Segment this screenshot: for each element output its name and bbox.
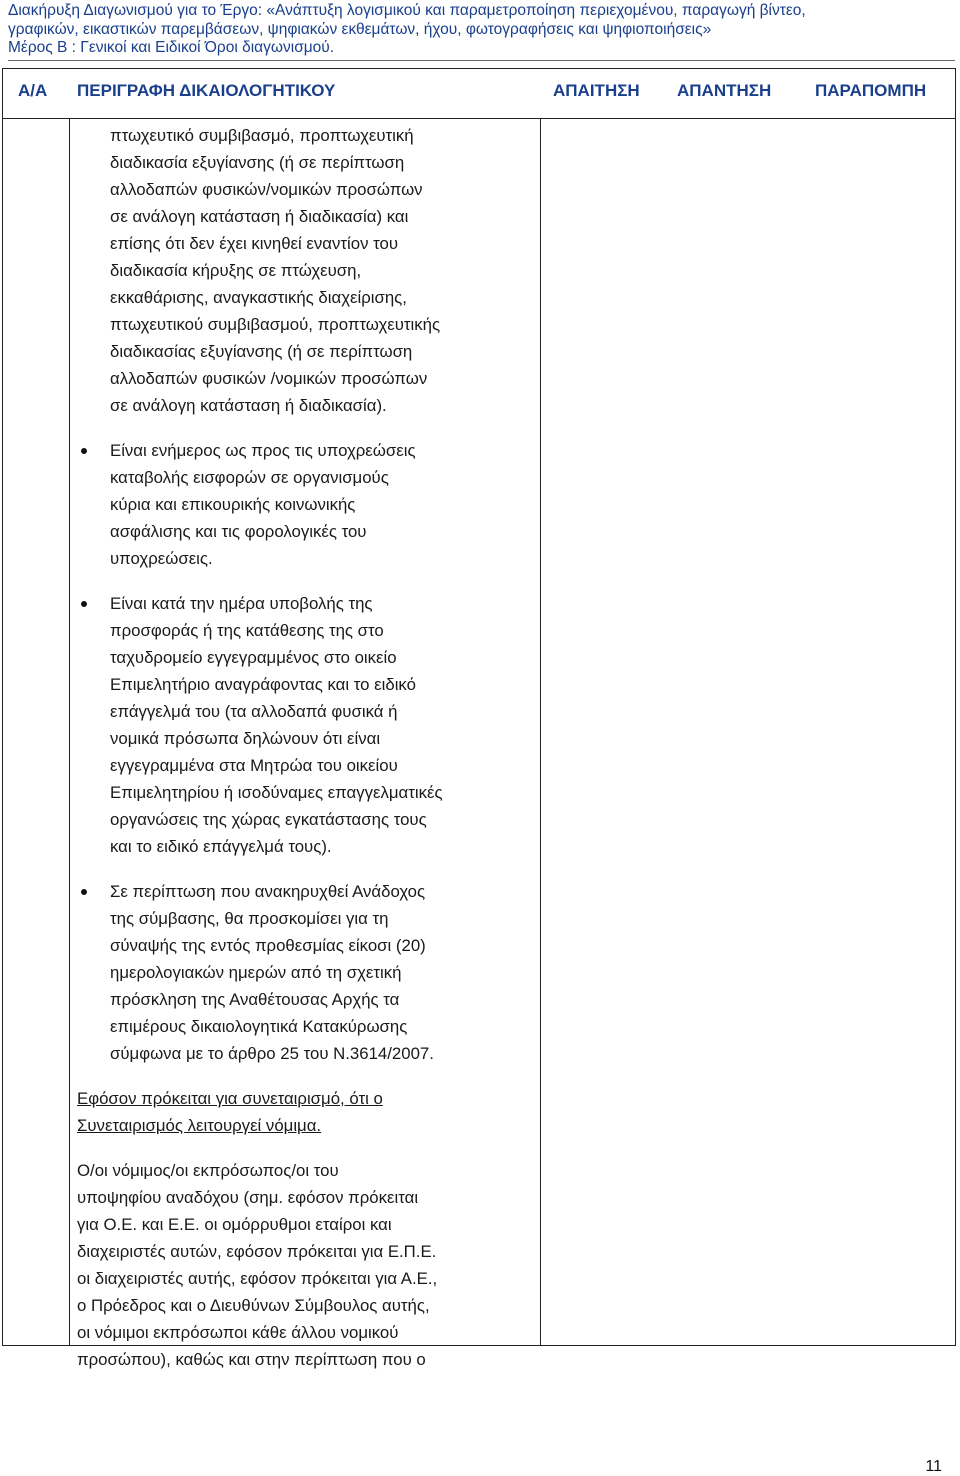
- column-header-requirement: ΑΠΑΙΤΗΣΗ: [553, 81, 640, 100]
- column-header-reference: ΠΑΡΑΠΟΜΠΗ: [815, 81, 927, 100]
- column-header-description: ΠΕΡΙΓΡΑΦΗ ΔΙΚΑΙΟΛΟΓΗΤΙΚΟΥ: [77, 81, 336, 100]
- text-line: για Ο.Ε. και Ε.Ε. οι ομόρρυθμοι εταίροι και: [77, 1215, 392, 1234]
- description-cell: [77, 122, 539, 1373]
- bullet-dot-icon: [81, 601, 87, 607]
- bullet-item-award-documents: [77, 878, 539, 1067]
- header-line-3: Μέρος Β : Γενικοί και Ειδικοί Όροι διαγωνισμού.: [8, 39, 335, 56]
- text-line: ταχυδρομείο εγγεγραμμένος στο οικείο: [110, 648, 397, 667]
- text-line: διαδικασία εξυγίανσης (ή σε περίπτωση: [110, 153, 405, 172]
- header-line-1: Διακήρυξη Διαγωνισμού για το Έργο: «Ανάπτυξη λογισμικού και παραμετροποίηση περιεχομένου, παραγωγή βίντεο,: [8, 2, 806, 19]
- text-line: διαδικασίας εξυγίανσης (ή σε περίπτωση: [110, 342, 413, 361]
- table-header-row: [3, 69, 955, 119]
- text-line: Συνεταιρισμός λειτουργεί νόμιμα.: [77, 1116, 322, 1135]
- text-line: πτωχευτικό συμβιβασμό, προπτωχευτική: [110, 126, 414, 145]
- column-divider-2: [540, 119, 541, 1345]
- cooperative-note: [77, 1085, 539, 1139]
- document-header: [8, 2, 953, 58]
- bullet-item-social-security: [77, 437, 539, 572]
- text-line: επίσης ότι δεν έχει κινηθεί εναντίον του: [110, 234, 399, 253]
- text-line: Επιμελητήριο αναγράφοντας και το ειδικό: [110, 675, 416, 694]
- text-line: καταβολής εισφορών σε οργανισμούς: [110, 468, 389, 487]
- text-line: σύναψής της εντός προθεσμίας είκοσι (20): [110, 936, 426, 955]
- text-line: διαχειριστές αυτών, εφόσον πρόκειται για Ε.Π.Ε.: [77, 1242, 437, 1261]
- text-line: και το ειδικό επάγγελμά τους).: [110, 837, 332, 856]
- text-line: διαδικασία κήρυξης σε πτώχευση,: [110, 261, 362, 280]
- text-line: οι νόμιμοι εκπρόσωποι κάθε άλλου νομικού: [77, 1323, 399, 1342]
- text-line: υποψηφίου αναδόχου (σημ. εφόσον πρόκειται: [77, 1188, 419, 1207]
- text-line: προσώπου), καθώς και στην περίπτωση που ο: [77, 1350, 426, 1369]
- column-header-aa: Α/Α: [18, 81, 48, 100]
- text-line: νομικά πρόσωπα δηλώνουν ότι είναι: [110, 729, 381, 748]
- text-line: εγγεγραμμένα στα Μητρώα του οικείου: [110, 756, 398, 775]
- column-header-response: ΑΠΑΝΤΗΣΗ: [677, 81, 772, 100]
- text-line: ο Πρόεδρος και ο Διευθύνων Σύμβουλος αυτής,: [77, 1296, 430, 1315]
- text-line: ημερολογιακών ημερών από τη σχετική: [110, 963, 402, 982]
- column-divider-1: [69, 119, 70, 1345]
- text-line: σε ανάλογη κατάσταση ή διαδικασία).: [110, 396, 387, 415]
- text-line: Εφόσον πρόκειται για συνεταιρισμό, ότι ο: [77, 1089, 383, 1108]
- requirements-table: [2, 68, 956, 1369]
- bullet-item-chamber-registration: [77, 590, 539, 860]
- text-line: Σε περίπτωση που ανακηρυχθεί Ανάδοχος: [110, 882, 426, 901]
- text-line: επάγγελμά του (τα αλλοδαπά φυσικά ή: [110, 702, 398, 721]
- text-line: της σύμβασης, θα προσκομίσει για τη: [110, 909, 389, 928]
- text-line: υποχρεώσεις.: [110, 549, 213, 568]
- text-line: οι διαχειριστές αυτής, εφόσον πρόκειται για Α.Ε.,: [77, 1269, 438, 1288]
- text-line: σύμφωνα με το άρθρο 25 του Ν.3614/2007.: [110, 1044, 434, 1063]
- text-line: Επιμελητηρίου ή ισοδύναμες επαγγελματικές: [110, 783, 443, 802]
- text-line: πρόσκληση της Αναθέτουσας Αρχής τα: [110, 990, 400, 1009]
- bullet-dot-icon: [81, 889, 87, 895]
- text-line: οργανώσεις της χώρας εγκατάστασης τους: [110, 810, 427, 829]
- text-line: αλλοδαπών φυσικών/νομικών προσώπων: [110, 180, 423, 199]
- text-line: Είναι κατά την ημέρα υποβολής της: [110, 594, 373, 613]
- page-number: 11: [925, 1458, 942, 1475]
- header-divider: [8, 60, 955, 61]
- text-line: επιμέρους δικαιολογητικά Κατακύρωσης: [110, 1017, 408, 1036]
- text-line: πτωχευτικού συμβιβασμού, προπτωχευτικής: [110, 315, 441, 334]
- legal-representative-paragraph: [77, 1157, 539, 1373]
- text-line: κύρια και επικουρικής κοινωνικής: [110, 495, 356, 514]
- continuation-paragraph: [77, 122, 539, 419]
- text-line: προσφοράς ή της κατάθεσης της στο: [110, 621, 384, 640]
- text-line: Ο/οι νόμιμος/οι εκπρόσωπος/οι του: [77, 1161, 339, 1180]
- text-line: Είναι ενήμερος ως προς τις υποχρεώσεις: [110, 441, 416, 460]
- text-line: σε ανάλογη κατάσταση ή διαδικασία) και: [110, 207, 409, 226]
- text-line: αλλοδαπών φυσικών /νομικών προσώπων: [110, 369, 428, 388]
- bullet-dot-icon: [81, 448, 87, 454]
- header-line-2: γραφικών, εικαστικών παρεμβάσεων, ψηφιακών εκθεμάτων, ήχου, φωτογραφήσεις και ψηφιοποιήσεις»: [8, 20, 712, 38]
- text-line: ασφάλισης και τις φορολογικές του: [110, 522, 367, 541]
- text-line: εκκαθάρισης, αναγκαστικής διαχείρισης,: [110, 288, 407, 307]
